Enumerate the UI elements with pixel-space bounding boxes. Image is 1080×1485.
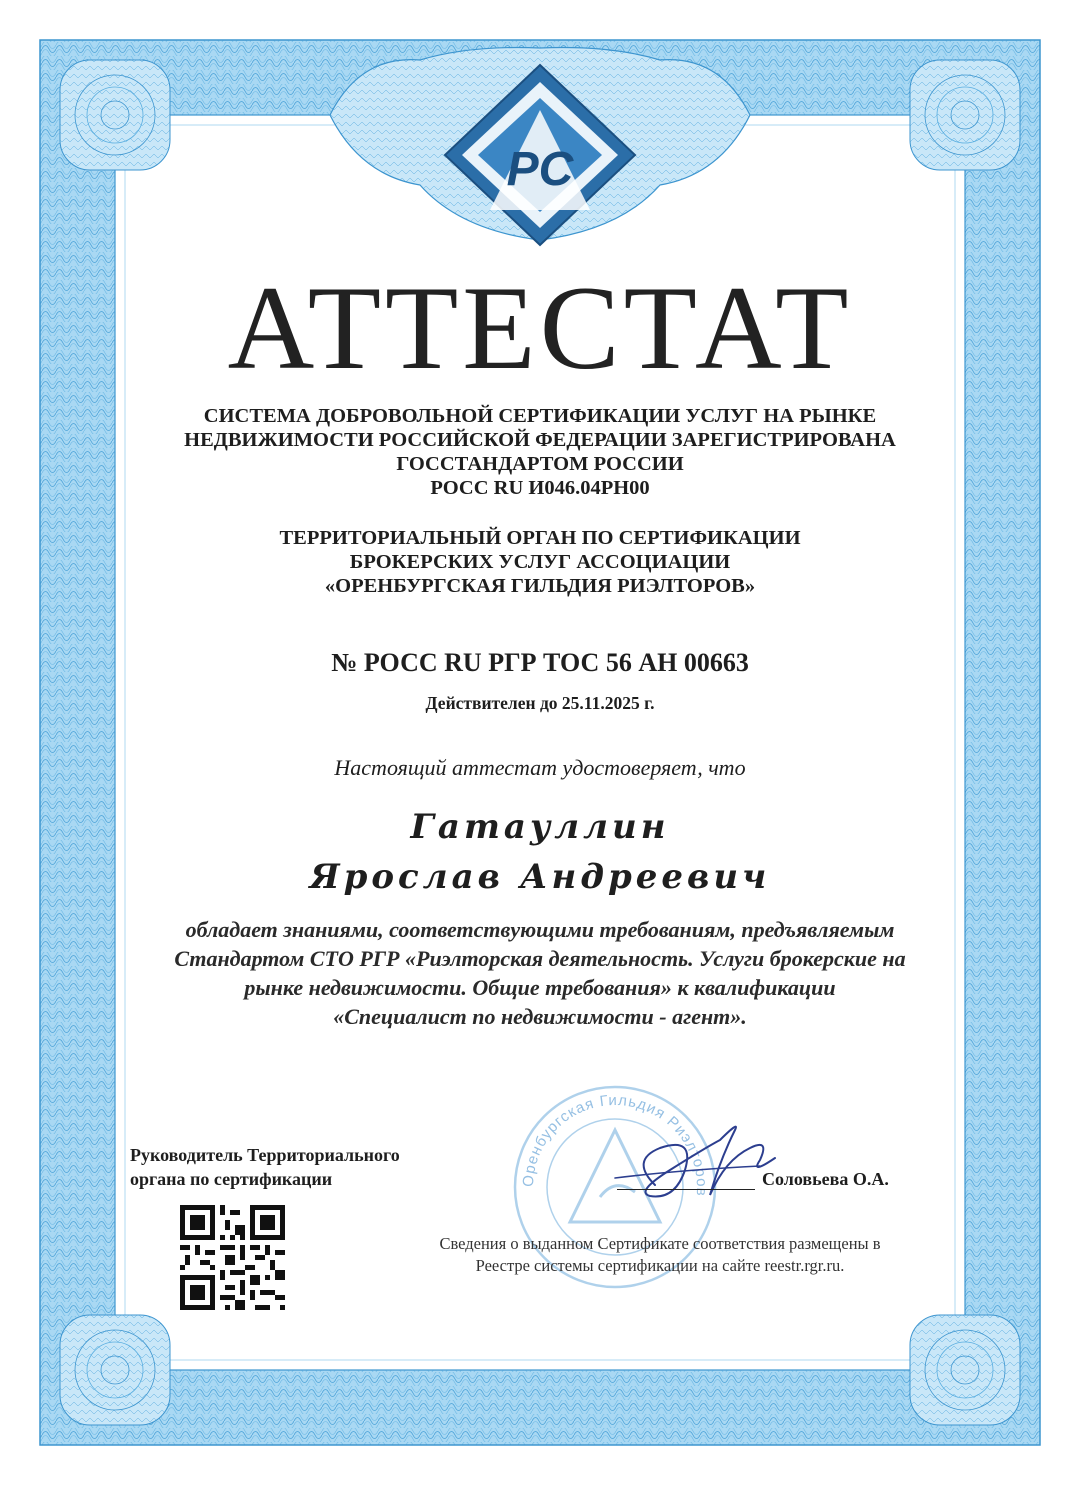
- signature: [600, 1100, 800, 1210]
- intro-text: Настоящий аттестат удостоверяет, что: [334, 755, 746, 780]
- system-code: РОСС RU И046.04РН00: [430, 477, 650, 499]
- system-line: НЕДВИЖИМОСТИ РОССИЙСКОЙ ФЕДЕРАЦИИ ЗАРЕГИСТРИРОВАНА: [184, 429, 896, 451]
- logo-text: РС: [506, 143, 574, 196]
- system-block: [140, 404, 940, 500]
- corner-rosette-bottom-right: [910, 1315, 1020, 1425]
- stamp-text: Оренбургская Гильдия Риэлторов: [519, 1091, 711, 1198]
- valid-until: Действителен до 25.11.2025 г.: [425, 693, 655, 713]
- description-line: «Специалист по недвижимости - агент».: [333, 1004, 747, 1029]
- certificate-number: № РОСС RU РГР ТОС 56 АН 00663: [331, 648, 749, 677]
- document-title: АТТЕСТАТ: [227, 261, 853, 394]
- signature-line: [617, 1189, 755, 1190]
- holder-given-names: Ярослав Андреевич: [309, 857, 771, 897]
- corner-rosette-bottom-left: [60, 1315, 170, 1425]
- qr-code: [180, 1205, 285, 1310]
- holder-surname: Гатауллин: [410, 807, 670, 847]
- qualification-description: [110, 915, 970, 1031]
- organ-line: БРОКЕРСКИХ УСЛУГ АССОЦИАЦИИ: [349, 551, 731, 573]
- registry-line: Сведения о выданном Сертификате соответствия размещены в: [439, 1234, 881, 1253]
- description-line: рынке недвижимости. Общие требования» к квалификации: [244, 975, 836, 1000]
- registry-note: [390, 1233, 930, 1277]
- leader-title: [130, 1143, 400, 1191]
- registry-line: Реестре системы сертификации на сайте reestr.rgr.ru.: [475, 1256, 845, 1275]
- corner-rosette-top-right: [910, 60, 1020, 170]
- leader-line: Руководитель Территориального: [130, 1145, 400, 1165]
- rs-logo: [440, 60, 640, 250]
- system-line: СИСТЕМА ДОБРОВОЛЬНОЙ СЕРТИФИКАЦИИ УСЛУГ НА РЫНКЕ: [203, 405, 877, 427]
- system-line: ГОССТАНДАРТОМ РОССИИ: [396, 453, 684, 475]
- description-line: Стандартом СТО РГР «Риэлторская деятельность. Услуги брокерские на: [174, 946, 906, 971]
- organ-line: ТЕРРИТОРИАЛЬНЫЙ ОРГАН ПО СЕРТИФИКАЦИИ: [279, 527, 801, 549]
- organ-block: [140, 526, 940, 598]
- organ-line: «ОРЕНБУРГСКАЯ ГИЛЬДИЯ РИЭЛТОРОВ»: [324, 575, 756, 597]
- signatory-name: Соловьева О.А.: [762, 1169, 889, 1189]
- description-line: обладает знаниями, соответствующими требованиям, предъявляемым: [185, 917, 895, 942]
- corner-rosette-top-left: [60, 60, 170, 170]
- leader-line: органа по сертификации: [130, 1169, 333, 1189]
- holder-name: [140, 802, 940, 902]
